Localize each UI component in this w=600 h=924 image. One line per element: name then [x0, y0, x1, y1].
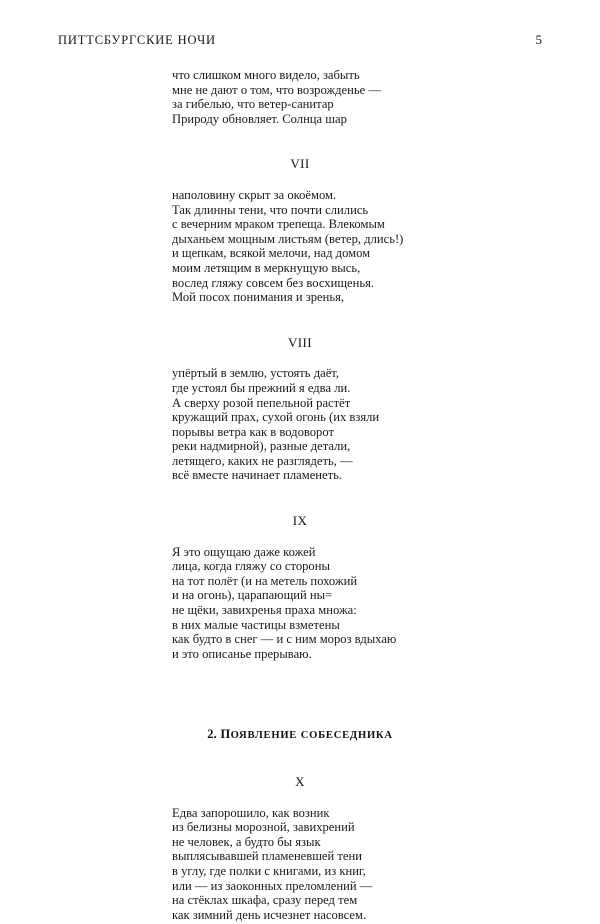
spacer — [0, 744, 600, 775]
verse-line: Природу обновляет. Солнца шар — [172, 111, 347, 126]
verse-line: и на огонь), царапающий ны= — [172, 588, 333, 603]
verse-line: в углу, где полки с книгами, из книг, — [172, 863, 366, 878]
verse-line: Едва запорошило, как возник — [172, 805, 330, 820]
spacer — [0, 126, 600, 157]
section-numeral-viii: VIII — [288, 334, 312, 350]
verse-line: упёртый в землю, устоять даёт, — [172, 366, 339, 381]
verse-line: и это описанье прерываю. — [172, 646, 312, 661]
verse-line: порывы ветра как в водоворот — [172, 424, 334, 439]
section-numeral-x: X — [295, 774, 305, 789]
verse-line: Я это ощущаю даже кожей — [172, 544, 316, 559]
verse-line: и щепкам, всякой мелочи, над домом — [172, 246, 371, 261]
running-head — [58, 32, 542, 52]
text-block — [0, 68, 600, 922]
verse-line: дыханьем мощным листьям (ветер, длись!) — [172, 231, 404, 246]
verse-line: из белизны морозной, завихрений — [172, 820, 355, 835]
verse-line: в них малые частицы взметены — [172, 617, 340, 632]
stanza-viii — [0, 366, 600, 483]
spacer — [0, 529, 600, 545]
verse-line: на тот полёт (и на метель похожий — [172, 573, 358, 588]
section-numeral-vii: VII — [290, 156, 310, 172]
verse-line: за гибелью, что ветер-санитар — [172, 97, 334, 112]
stanza-continued — [0, 68, 600, 126]
part-heading-number: 2. — [207, 727, 217, 742]
running-head-title: ПИТТСБУРГСКИЕ НОЧИ — [58, 33, 216, 47]
verse-line: с вечерним мраком трепеща. Влекомым — [172, 217, 385, 232]
spacer — [0, 305, 600, 336]
stanza-x — [0, 806, 600, 923]
spacer — [0, 350, 600, 366]
verse-line: что слишком много видело, забыть — [172, 68, 360, 82]
verse-line: лица, когда гляжу со стороны — [172, 559, 330, 574]
verse-line: реки надмирной), разные детали, — [172, 439, 351, 454]
part-heading-first-letter: П — [220, 727, 231, 742]
verse-line: летящего, каких не разглядеть, — — [172, 453, 353, 468]
part-heading-word-one: ОЯВЛЕНИЕ — [230, 730, 298, 742]
verse-line: где устоял бы прежний я едва ли. — [172, 380, 351, 395]
verse-line: не человек, а будто бы язык — [172, 834, 321, 849]
verse-line: всё вместе начинает пламенеть. — [172, 468, 343, 483]
spacer — [0, 172, 600, 188]
stanza-vii — [0, 188, 600, 305]
spacer — [0, 661, 600, 727]
verse-line: Мой посох понимания и зренья, — [172, 290, 345, 305]
spacer — [0, 483, 600, 514]
part-heading-word-two: СОБЕСЕДНИКА — [300, 730, 393, 742]
verse-line: вослед гляжу совсем без восхищенья. — [172, 275, 375, 290]
spacer — [0, 790, 600, 806]
verse-line: кружащий прах, сухой огонь (их взяли — [172, 410, 380, 425]
verse-line: Так длинны тени, что почти слились — [172, 202, 369, 217]
verse-line: А сверху розой пепельной растёт — [172, 395, 351, 410]
verse-line: на стёклах шкафа, сразу перед тем — [172, 893, 358, 908]
verse-line: наполовину скрыт за окоёмом. — [172, 187, 337, 202]
verse-line: как будто в снег — и с ним мороз вдыхаю — [172, 632, 397, 647]
page-number: 5 — [535, 32, 542, 47]
section-numeral-ix: IX — [292, 513, 308, 529]
verse-line: не щёки, завихренья праха множа: — [172, 603, 357, 618]
stanza-ix — [0, 545, 600, 662]
verse-line: моим летящим в меркнущую высь, — [172, 260, 361, 275]
verse-line: или — из заоконных преломлений — — [172, 878, 373, 893]
part-heading — [0, 727, 600, 744]
verse-line: мне не дают о том, что возрожденье — — [172, 82, 381, 97]
verse-line: выплясывавшей пламеневшей тени — [172, 849, 362, 864]
verse-line: как зимний день исчезнет насовсем. — [172, 907, 367, 922]
